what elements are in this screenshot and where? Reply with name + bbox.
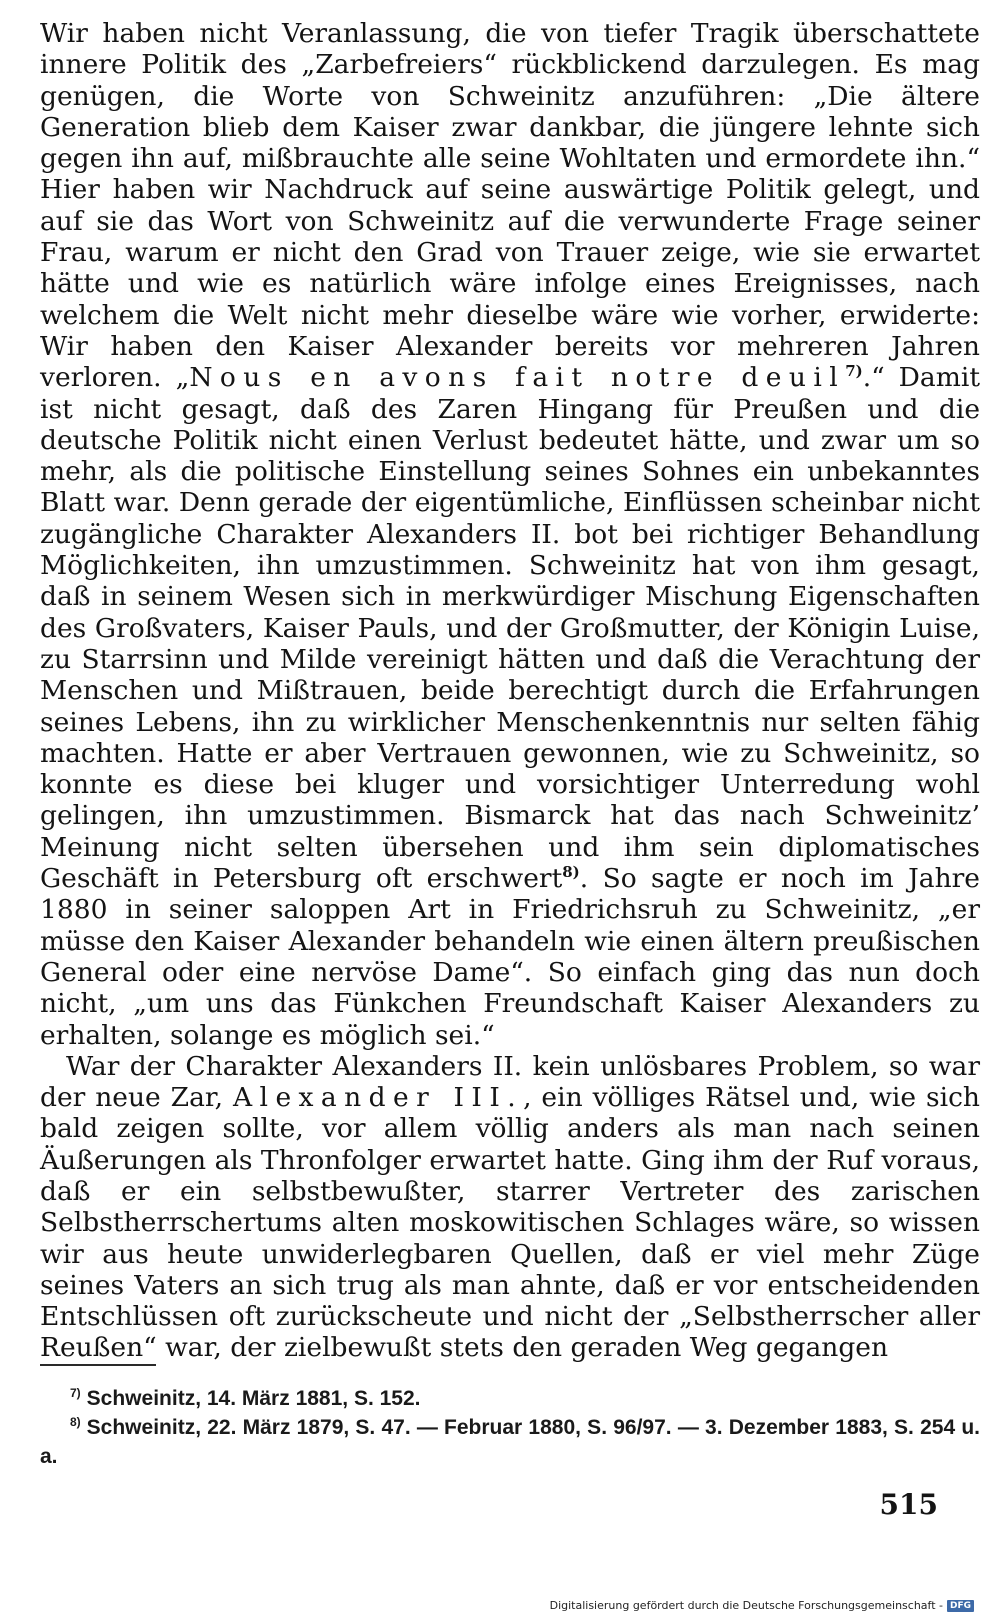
paragraph-1-part-1: Wir haben nicht Veranlassung, die von tiefer Tragik überschattete innere Politik des „Zarbefreiers“ rückblickend darzulegen. Es mag genügen, die Worte von Schweinitz anzuführen: „Die ältere Generation blieb dem Kaiser zwar dankbar, die jüngere lehnte sich gegen ihn auf, mißbrauchte alle seine Wohltaten und ermordete ihn.“ Hier haben wir Nachdruck auf seine auswärtige Politik gelegt, und auf sie das Wort von Schweinitz auf die verwunderte Frage seiner Frau, warum er nicht den Grad von Trauer zeige, wie sie erwartet hätte und wie es natürlich wäre infolge eines Ereignisses, nach welchem die Welt nicht mehr dieselbe wäre wie vorher, erwiderte: Wir haben den Kaiser Alexander bereits vor mehreren Jahren verloren. „ bbox=[40, 18, 980, 394]
body-text bbox=[40, 18, 980, 1364]
paragraph-2-part-1: War der Charakter Alexanders II. kein unlösbares Problem, so war der neue Zar, bbox=[40, 1050, 980, 1114]
credit-text: Digitalisierung gefördert durch die Deutsche Forschungsgemeinschaft - bbox=[549, 1599, 943, 1612]
footnote-marker: 8) bbox=[70, 1415, 81, 1429]
footnote-8 bbox=[40, 1413, 980, 1471]
paragraph-1-part-3: . So sagte er noch im Jahre 1880 in seiner saloppen Art in Friedrichsruh zu Schweinitz, „er müsse den Kaiser Alexander behandeln wie einen ältern preußischen General oder eine nervöse Dame“. So einfach ging das nun doch nicht, „um uns das Fünkchen Freundschaft Kaiser Alexanders zu erhalten, solange es möglich sei.“ bbox=[40, 863, 980, 1051]
digitization-credit bbox=[550, 1598, 974, 1614]
footnote-ref-7: 7) bbox=[845, 362, 863, 381]
paragraph-2 bbox=[40, 1051, 980, 1364]
spaced-quote: Nous en avons fait notre deuil bbox=[189, 362, 846, 394]
paragraph-1-part-2: .“ Damit ist nicht gesagt, daß des Zaren Hingang für Preußen und die deutsche Politik nicht einen Verlust bedeutet hätte, und zwar um so mehr, als die politische Einstellung seines Sohnes ein unbekanntes Blatt war. Denn gerade der eigentümliche, Einflüssen scheinbar nicht zugängliche Charakter Alexanders II. bot bei richtiger Behandlung Möglichkeiten, ihn umzustimmen. Schweinitz hat von ihm gesagt, daß in seinem Wesen sich in merkwürdiger Mischung Eigenschaften des Großvaters, Kaiser Pauls, und der Großmutter, der Königin Luise, zu Starrsinn und Milde vereinigt hätten und daß die Verachtung der Menschen und Mißtrauen, beide berechtigt durch die Erfahrungen seines Lebens, ihn zu wirklicher Menschenkenntnis nur selten fähig machten. Hatte er aber Vertrauen gewonnen, wie zu Schweinitz, so konnte es diese bei kluger und vorsichtiger Unterredung wohl gelingen, ihn umzustimmen. Bismarck hat das nach Schweinitz’ Meinung nicht selten übersehen und ihm sein diplomatisches Geschäft in Petersburg oft erschwert bbox=[40, 362, 980, 895]
footnote-text: Schweinitz, 14. März 1881, S. 152. bbox=[86, 1387, 421, 1410]
spaced-name: Alexander III. bbox=[233, 1082, 524, 1114]
paragraph-2-part-2: , ein völliges Rätsel und, wie sich bald zeigen sollte, vor allem völlig anders als man nach seinen Äußerungen als Thronfolger erwartet hatte. Ging ihm der Ruf voraus, daß er ein selbstbewußter, starrer Vertreter des zarischen Selbstherrschertums alten moskowitischen Schlages wäre, so wissen wir aus heute unwiderlegbaren Quellen, daß er viel mehr Züge seines Vaters an sich trug als man ahnte, daß er vor entscheidenden Entschlüssen oft zurückscheute und nicht der „Selbstherrscher aller Reußen“ war, der zielbewußt stets den geraden Weg gegangen bbox=[40, 1082, 980, 1364]
footnote-divider bbox=[40, 1364, 156, 1366]
footnote-text: Schweinitz, 22. März 1879, S. 47. — Februar 1880, S. 96/97. — 3. Dezember 1883, S. 254 u. a. bbox=[40, 1416, 980, 1468]
footnote-ref-8: 8) bbox=[562, 863, 580, 882]
footnote-marker: 7) bbox=[70, 1386, 81, 1400]
page-number: 515 bbox=[879, 1488, 938, 1521]
footnotes bbox=[40, 1384, 980, 1471]
paragraph-1 bbox=[40, 18, 980, 1051]
dfg-logo-icon: DFG bbox=[947, 1600, 974, 1612]
footnote-7 bbox=[40, 1384, 980, 1413]
